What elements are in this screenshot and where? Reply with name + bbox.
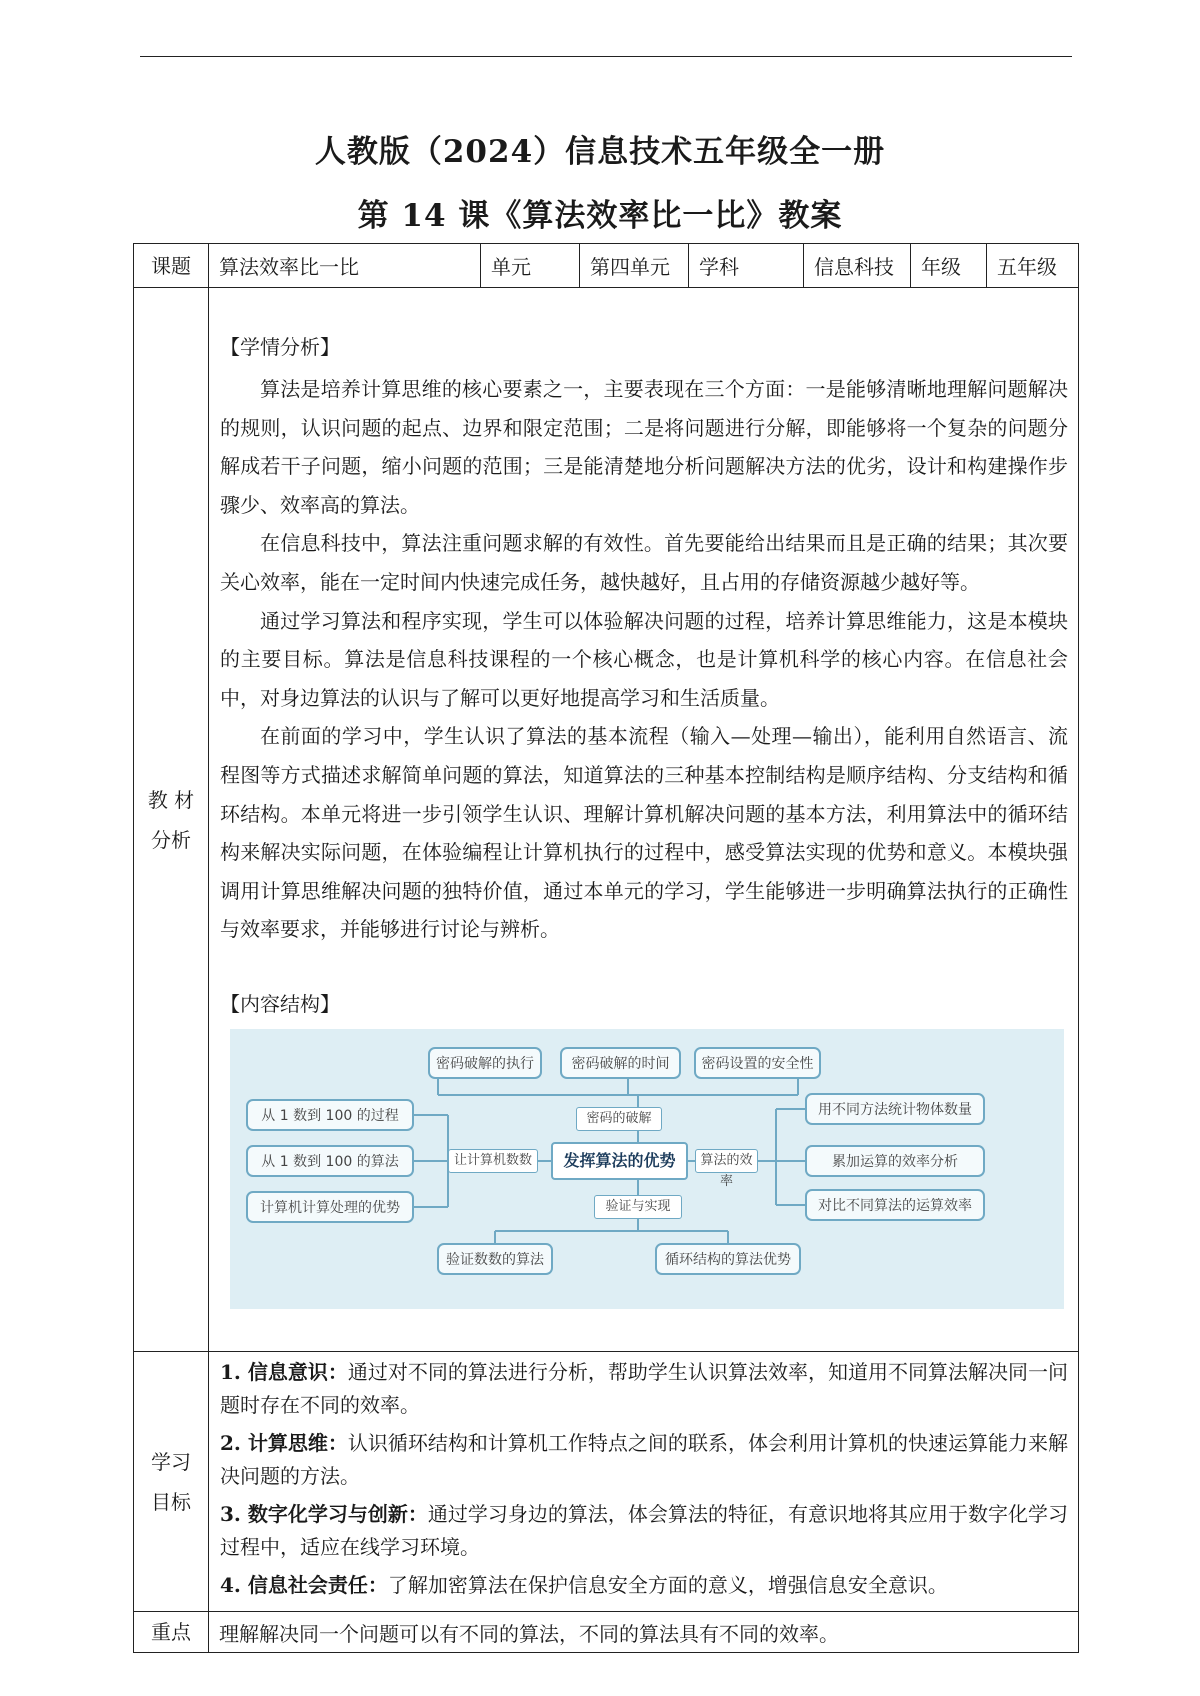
map-connector-computer-counting: 让计算机数数 (448, 1149, 538, 1173)
map-node-count-process: 从 1 数到 100 的过程 (246, 1099, 414, 1131)
map-node-password-security: 密码设置的安全性 (694, 1047, 821, 1079)
goal-title: 3. 数字化学习与创新： (220, 1502, 428, 1526)
goal-item (220, 1356, 1068, 1422)
analysis-label-line1: 教 材 (147, 787, 195, 812)
goals-content (209, 1352, 1079, 1612)
goal-title: 1. 信息意识： (220, 1360, 348, 1384)
analysis-paragraph: 通过学习算法和程序实现，学生可以体验解决问题的过程，培养计算思维能力，这是本模块的主要目标。算法是信息科技课程的一个核心概念，也是计算机科学的核心内容。在信息社会中，对身边算法的认识与了解可以更好地提高学习和生活质量。 (220, 608, 1068, 710)
goal-item (220, 1427, 1068, 1493)
map-node-loop-advantage: 循环结构的算法优势 (655, 1243, 801, 1275)
goal-text: 了解加密算法在保护信息安全方面的意义，增强信息安全意识。 (387, 1573, 948, 1597)
map-connector-password-cracking: 密码的破解 (576, 1107, 662, 1131)
goal-text: 认识循环结构和计算机工作特点之间的联系，体会利用计算机的快速运算能力来解决问题的方法。 (220, 1431, 1069, 1488)
goals-row (134, 1352, 1079, 1612)
analysis-label (134, 288, 209, 1352)
focus-text: 理解解决同一个问题可以有不同的算法，不同的算法具有不同的效率。 (209, 1612, 1079, 1653)
map-node-count-algorithm: 从 1 数到 100 的算法 (246, 1145, 414, 1177)
map-node-computer-advantage: 计算机计算处理的优势 (246, 1191, 414, 1223)
info-row (134, 244, 1079, 288)
subject-value: 信息科技 (804, 244, 911, 288)
map-connector-algorithm-efficiency: 算法的效率 (695, 1149, 758, 1173)
goal-item (220, 1569, 1068, 1602)
goal-text: 通过对不同的算法进行分析，帮助学生认识算法效率，知道用不同算法解决同一问题时存在不同的效率。 (220, 1360, 1069, 1417)
lesson-plan-table (133, 243, 1079, 1653)
analysis-paragraph: 在前面的学习中，学生认识了算法的基本流程（输入—处理—输出），能利用自然语言、流程图等方式描述求解简单问题的算法，知道算法的三种基本控制结构是顺序结构、分支结构和循环结构。本单元将进一步引领学生认识、理解计算机解决问题的基本方法，利用算法中的循环结构来解决实际问题，在体验编程让计算机执行的过程中，感受算法实现的优势和意义。本模块强调用计算思维解决问题的独特价值，通过本单元的学习，学生能够进一步明确算法执行的正确性与效率要求，并能够进行讨论与辨析。 (220, 724, 1068, 942)
goal-title: 4. 信息社会责任： (220, 1573, 388, 1597)
topic-label: 课题 (134, 244, 209, 288)
map-node-compare-efficiency: 对比不同算法的运算效率 (805, 1189, 985, 1221)
header-rule (140, 56, 1072, 57)
map-connector-verify-implement: 验证与实现 (594, 1195, 682, 1219)
lesson-title: 第 14 课《算法效率比一比》教案 (357, 198, 843, 234)
document-title: 人教版（2024）信息技术五年级全一册 (314, 134, 886, 170)
goals-label (134, 1352, 209, 1612)
unit-label: 单元 (481, 244, 580, 288)
concept-map (230, 1029, 1064, 1309)
map-node-crack-time: 密码破解的时间 (560, 1047, 681, 1079)
goal-item (220, 1498, 1068, 1564)
analysis-paragraph: 在信息科技中，算法注重问题求解的有效性。首先要能给出结果而且是正确的结果；其次要关心效率，能在一定时间内快速完成任务，越快越好，且占用的存储资源越少越好等。 (220, 531, 1068, 594)
grade-value: 五年级 (987, 244, 1079, 288)
grade-label: 年级 (911, 244, 987, 288)
learning-analysis-heading: 【学情分析】 (220, 335, 340, 359)
focus-row (134, 1612, 1079, 1653)
focus-label: 重点 (134, 1612, 209, 1653)
analysis-content (209, 288, 1079, 1352)
map-center-node: 发挥算法的优势 (551, 1142, 688, 1180)
analysis-row (134, 288, 1079, 1352)
analysis-label-line2: 分析 (151, 827, 191, 852)
map-node-crack-execution: 密码破解的执行 (428, 1047, 542, 1079)
goals-label-line1: 学习 (151, 1449, 191, 1474)
goal-text: 通过学习身边的算法，体会算法的特征，有意识地将其应用于数字化学习过程中，适应在线学习环境。 (220, 1502, 1069, 1559)
analysis-paragraph: 算法是培养计算思维的核心要素之一，主要表现在三个方面：一是能够清晰地理解问题解决的规则，认识问题的起点、边界和限定范围；二是将问题进行分解，即能够将一个复杂的问题分解成若干子问题，缩小问题的范围；三是能清楚地分析问题解决方法的优劣，设计和构建操作步骤少、效率高的算法。 (220, 377, 1068, 517)
topic-value: 算法效率比一比 (209, 244, 481, 288)
map-node-verify-count: 验证数数的算法 (437, 1243, 553, 1275)
subject-label: 学科 (689, 244, 804, 288)
map-node-count-objects: 用不同方法统计物体数量 (805, 1093, 985, 1125)
unit-value: 第四单元 (580, 244, 689, 288)
goals-label-line2: 目标 (151, 1489, 191, 1514)
goal-title: 2. 计算思维： (220, 1431, 348, 1455)
content-structure-heading: 【内容结构】 (220, 991, 340, 1016)
map-node-accumulate-efficiency: 累加运算的效率分析 (805, 1145, 985, 1177)
